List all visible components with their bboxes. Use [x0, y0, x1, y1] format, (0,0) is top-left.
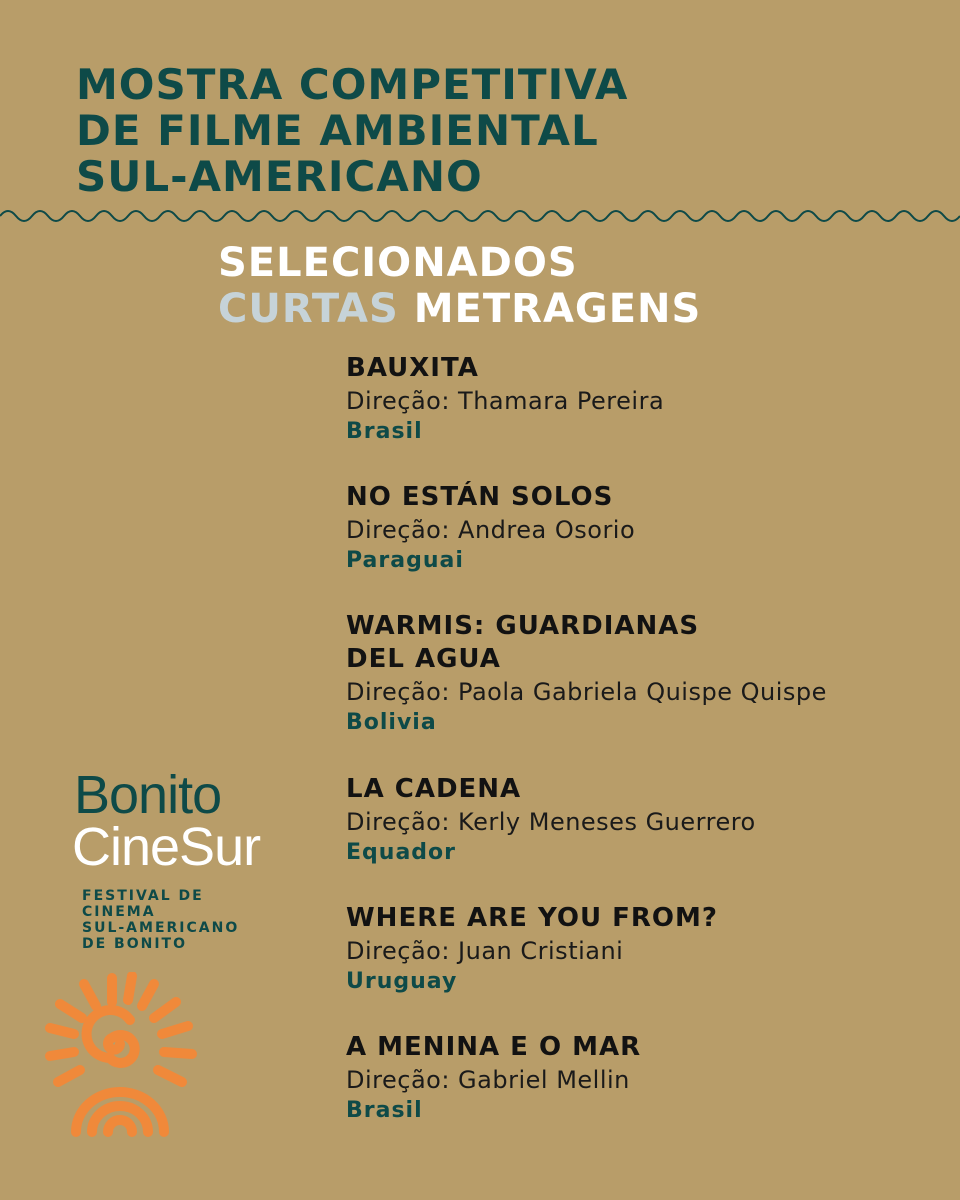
- film-title: A MENINA E O MAR: [346, 1032, 642, 1062]
- section-title-accent: CURTAS: [218, 286, 399, 332]
- film-title: NO ESTÁN SOLOS: [346, 482, 614, 512]
- film-director: Direção: Thamara Pereira: [346, 387, 665, 415]
- film-item: [346, 773, 756, 868]
- logo-bonito: Bonito: [74, 765, 222, 825]
- film-director: Direção: Paola Gabriela Quispe Quispe: [346, 678, 827, 706]
- film-director: Direção: Juan Cristiani: [346, 937, 624, 965]
- film-title: BAUXITA: [346, 353, 479, 383]
- film-item: [346, 352, 664, 447]
- sun-spiral-icon: [44, 972, 204, 1140]
- section-title-rest: METRAGENS: [398, 286, 702, 332]
- film-item: [346, 1031, 641, 1126]
- film-director: Direção: Gabriel Mellin: [346, 1066, 630, 1094]
- section-title-line2: [218, 286, 701, 332]
- logo-cinesur: CineSur: [72, 817, 261, 877]
- film-country: Brasil: [346, 1098, 423, 1123]
- film-director: Direção: Andrea Osorio: [346, 516, 636, 544]
- film-country: Uruguay: [346, 969, 458, 994]
- section-title-line1: SELECIONADOS: [218, 240, 578, 286]
- film-title: WARMIS: GUARDIANAS DEL AGUA: [346, 611, 700, 674]
- film-title: WHERE ARE YOU FROM?: [346, 903, 718, 933]
- film-country: Equador: [346, 840, 456, 865]
- film-item: [346, 902, 718, 997]
- film-country: Bolivia: [346, 710, 437, 735]
- film-country: Paraguai: [346, 548, 464, 573]
- logo-tagline: FESTIVAL DE CINEMA SUL-AMERICANO DE BONITO: [82, 888, 240, 952]
- film-item: [346, 481, 635, 576]
- film-country: Brasil: [346, 419, 423, 444]
- wave-divider: [0, 204, 960, 228]
- film-director: Direção: Kerly Meneses Guerrero: [346, 808, 756, 836]
- film-item: [346, 610, 827, 738]
- film-title: LA CADENA: [346, 774, 522, 804]
- section-title: [218, 240, 701, 332]
- header-title: MOSTRA COMPETITIVA DE FILME AMBIENTAL SUL-AMERICANO: [76, 60, 629, 201]
